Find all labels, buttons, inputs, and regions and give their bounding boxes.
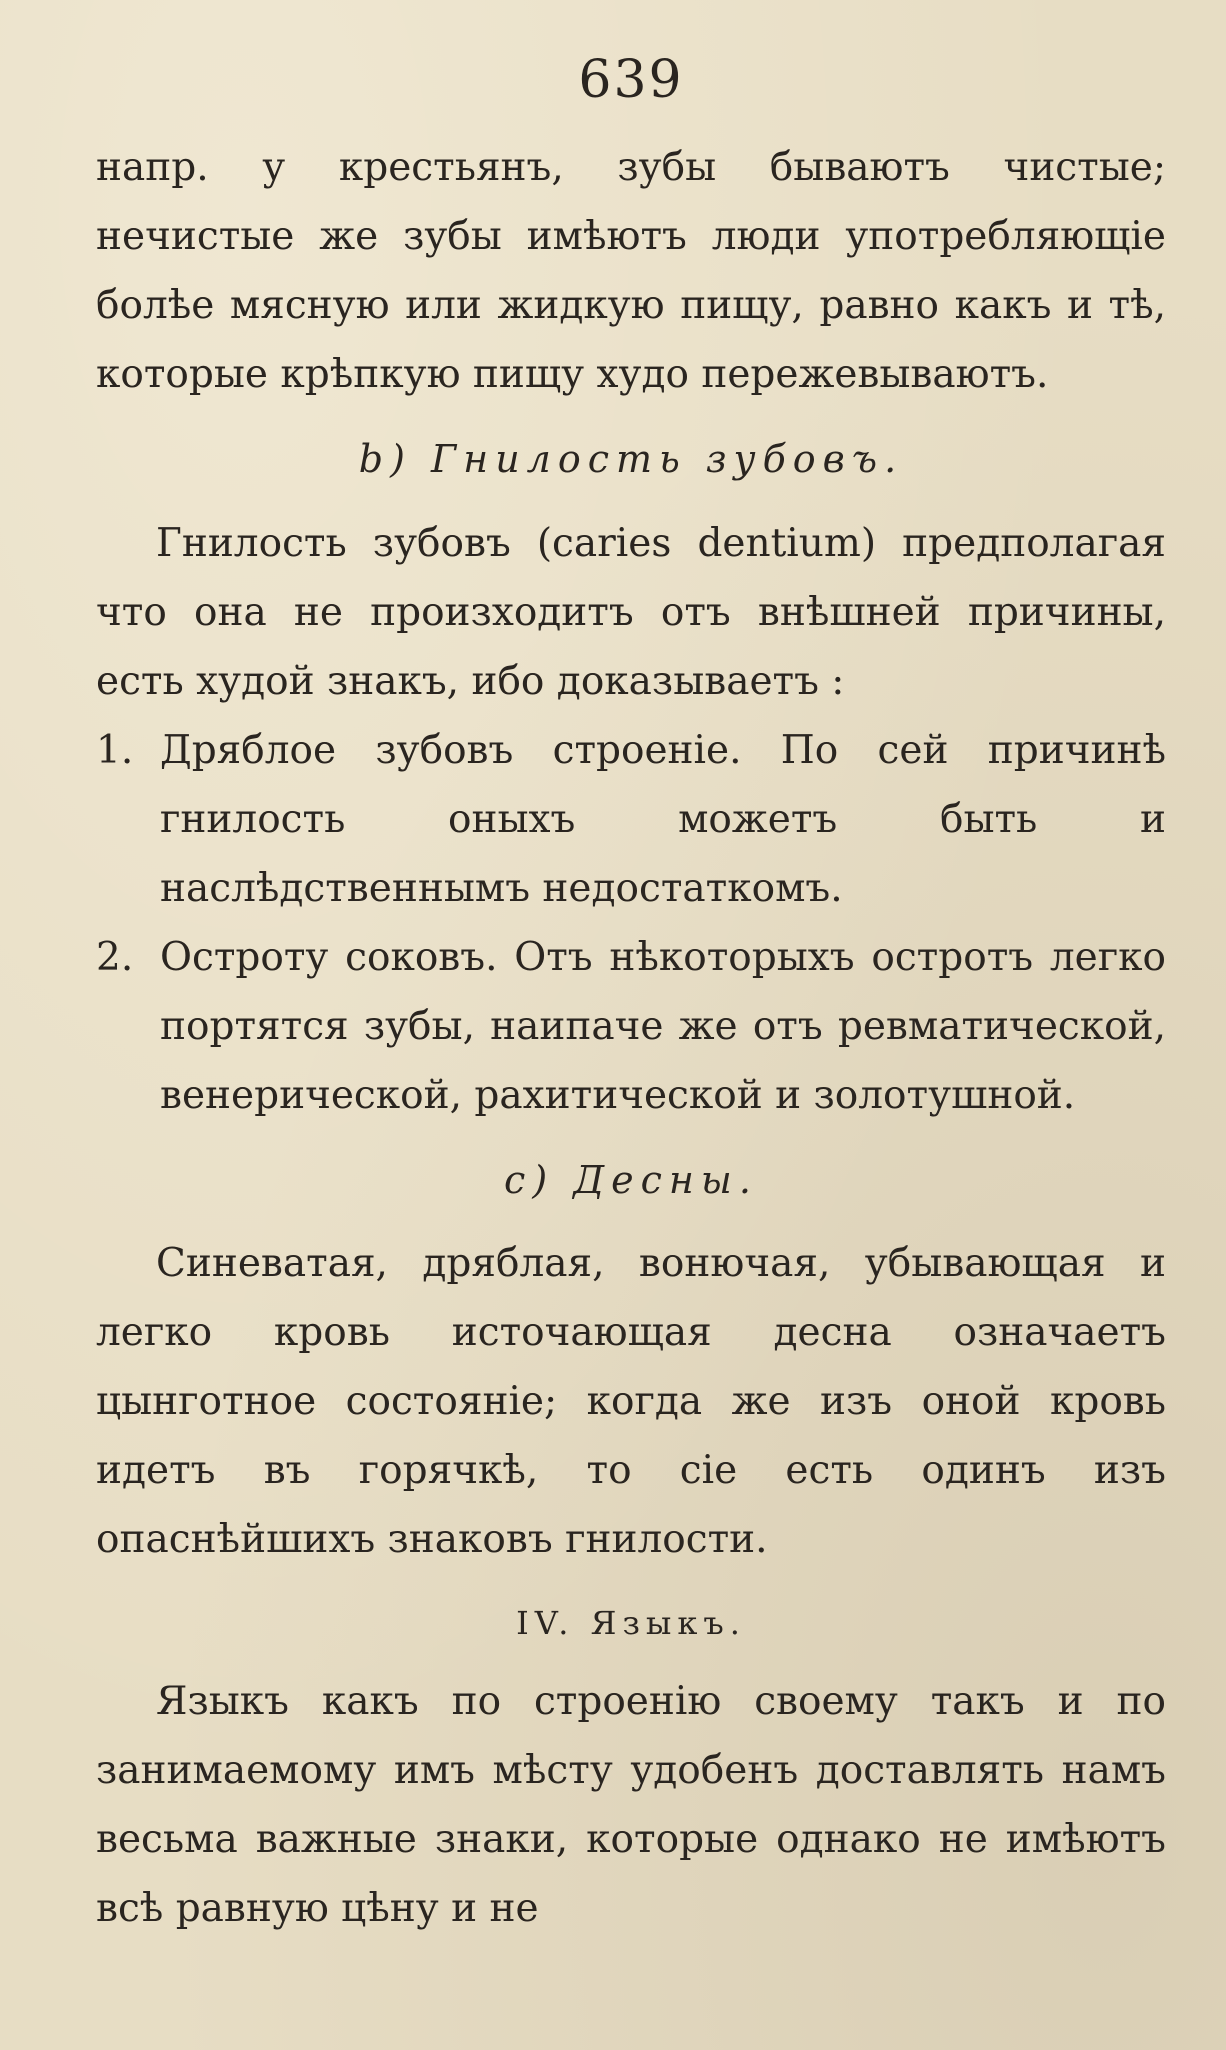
list-item-2 xyxy=(96,923,1166,1130)
list-number: 1. xyxy=(96,727,134,773)
list-item-text: Дряблое зубовъ строеніе. По сей причинѣ гнилость оныхъ можетъ быть и наслѣдственнымъ недостаткомъ. xyxy=(160,727,1166,911)
list-item-1 xyxy=(96,716,1166,923)
list-number: 2. xyxy=(96,934,134,980)
list-item-text: Остроту соковъ. Отъ нѣкоторыхъ остротъ легко портятся зубы, наипаче же отъ ревматической, венерической, рахитической и золотушной. xyxy=(160,934,1166,1118)
section-heading-gums: c) Десны. xyxy=(504,1157,758,1202)
paragraph-tooth-decay: Гнилость зубовъ (caries dentium) предполагая что она не произходитъ отъ внѣшней причины, есть худой знакъ, ибо доказываетъ : xyxy=(96,520,1166,704)
section-heading-tooth-decay: b) Гнилость зубовъ. xyxy=(358,437,904,482)
paragraph-teeth-cleanliness: напр. у крестьянъ, зубы бываютъ чистые; нечистые же зубы имѣютъ люди употребляющіе болѣе мясную или жидкую пищу, равно какъ и тѣ, которые крѣпкую пищу худо пережевываютъ. xyxy=(96,145,1166,398)
paragraph-tongue: Языкъ какъ по строенію своему такъ и по занимаемому имъ мѣсту удобенъ доставлять намъ весьма важные знаки, которые однако не имѣютъ всѣ равную цѣну и не xyxy=(96,1678,1166,1931)
page-number: 639 xyxy=(578,50,684,110)
paragraph-gums: Синеватая, дряблая, вонючая, убывающая и легко кровь источающая десна означаетъ цынготное состояніе; когда же изъ оной кровь идетъ въ горячкѣ, то сіе есть одинъ изъ опаснѣйшихъ знаковъ гнилости. xyxy=(96,1241,1166,1563)
section-heading-tongue: IV. Языкъ. xyxy=(516,1604,746,1643)
